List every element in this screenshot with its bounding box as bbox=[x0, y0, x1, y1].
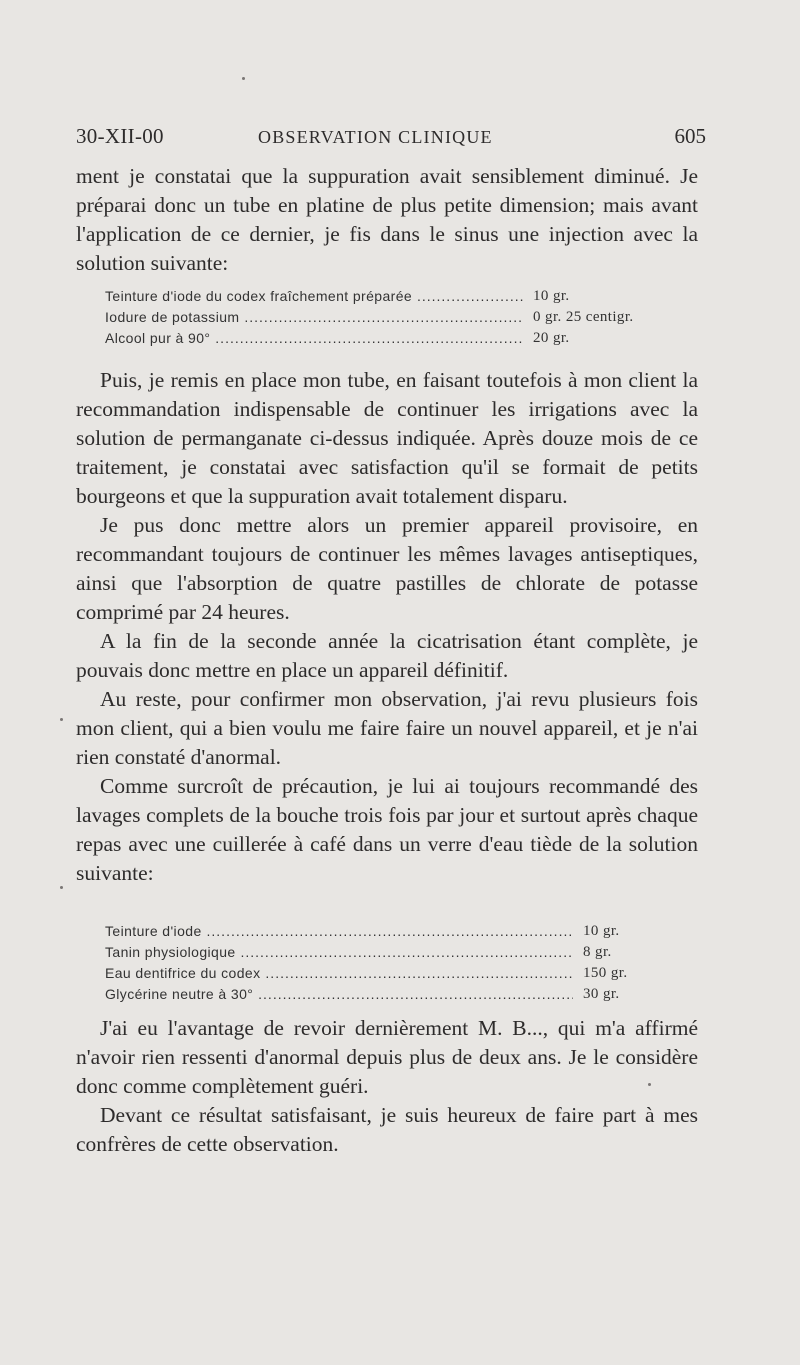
paper-speck bbox=[242, 77, 245, 80]
recipe-quantity: 10 gr. bbox=[583, 923, 620, 939]
recipe-row bbox=[105, 328, 705, 349]
paper-speck bbox=[60, 718, 63, 721]
page-number: 605 bbox=[674, 124, 706, 148]
recipe-row bbox=[105, 286, 705, 307]
paragraph: Au reste, pour confirmer mon observation, j'ai revu plusieurs fois mon client, qui a bien voulu me faire faire un nouvel appareil, et je n'ai rien constaté d'anormal. bbox=[76, 687, 698, 769]
running-header bbox=[76, 124, 706, 154]
recipe-quantity: 0 gr. 25 centigr. bbox=[533, 309, 634, 325]
recipe-table-2 bbox=[105, 921, 665, 1005]
paragraph: Devant ce résultat satisfaisant, je suis heureux de faire part à mes confrères de cette observation. bbox=[76, 1103, 698, 1156]
paragraph-group-middle bbox=[76, 366, 698, 888]
recipe-ingredient: Teinture d'iode ..... bbox=[105, 921, 573, 942]
paper-speck bbox=[648, 1083, 651, 1086]
recipe-ingredient: Tanin physiologique ..... bbox=[105, 942, 573, 963]
paragraph: Je pus donc mettre alors un premier appareil provisoire, en recommandant toujours de continuer les mêmes lavages antiseptiques, ainsi que l'absorption de quatre pastilles de chlorate de potasse comprimé par 24 heures. bbox=[76, 513, 698, 624]
recipe-ingredient: Teinture d'iode du codex fraîchement préparée ..... bbox=[105, 286, 523, 307]
recipe-row bbox=[105, 984, 665, 1005]
recipe-quantity: 20 gr. bbox=[533, 330, 570, 346]
recipe-row bbox=[105, 921, 665, 942]
recipe-ingredient: Alcool pur à 90° ..... bbox=[105, 328, 523, 349]
paragraph: ment je constatai que la suppuration avait sensiblement diminué. Je préparai donc un tube en platine de plus petite dimension; mais avant l'application de ce dernier, je fis dans le sinus une injection avec la solution suivante: bbox=[76, 164, 698, 275]
recipe-quantity: 8 gr. bbox=[583, 944, 612, 960]
paragraph-group-bottom bbox=[76, 1014, 698, 1159]
paragraph: Puis, je remis en place mon tube, en faisant toutefois à mon client la recommandation indispensable de continuer les irrigations avec la solution de permanganate ci-dessus indiquée. Après douze mois de ce traitement, je constatai avec satisfaction qu'il se formait de petits bourgeons et que la suppuration avait totalement disparu. bbox=[76, 368, 698, 508]
paragraph-group-top bbox=[76, 162, 698, 278]
paragraph: A la fin de la seconde année la cicatrisation étant complète, je pouvais donc mettre en place un appareil définitif. bbox=[76, 629, 698, 682]
recipe-row bbox=[105, 307, 705, 328]
recipe-ingredient: Glycérine neutre à 30° ..... bbox=[105, 984, 573, 1005]
recipe-table-1 bbox=[105, 286, 705, 349]
paper-speck bbox=[60, 886, 63, 889]
recipe-ingredient: Eau dentifrice du codex ..... bbox=[105, 963, 573, 984]
recipe-quantity: 30 gr. bbox=[583, 986, 620, 1002]
paragraph: J'ai eu l'avantage de revoir dernièrement M. B..., qui m'a affirmé n'avoir rien ressenti d'anormal depuis plus de deux ans. Je le considère donc comme complètement guéri. bbox=[76, 1016, 698, 1098]
recipe-quantity: 10 gr. bbox=[533, 288, 570, 304]
header-date: 30-XII-00 bbox=[76, 124, 164, 148]
header-title: OBSERVATION CLINIQUE bbox=[258, 127, 493, 147]
paragraph: Comme surcroît de précaution, je lui ai toujours recommandé des lavages complets de la bouche trois fois par jour et surtout après chaque repas avec une cuillerée à café dans un verre d'eau tiède de la solution suivante: bbox=[76, 774, 698, 885]
recipe-row bbox=[105, 963, 665, 984]
recipe-quantity: 150 gr. bbox=[583, 965, 628, 981]
recipe-row bbox=[105, 942, 665, 963]
recipe-ingredient: Iodure de potassium ..... bbox=[105, 307, 523, 328]
